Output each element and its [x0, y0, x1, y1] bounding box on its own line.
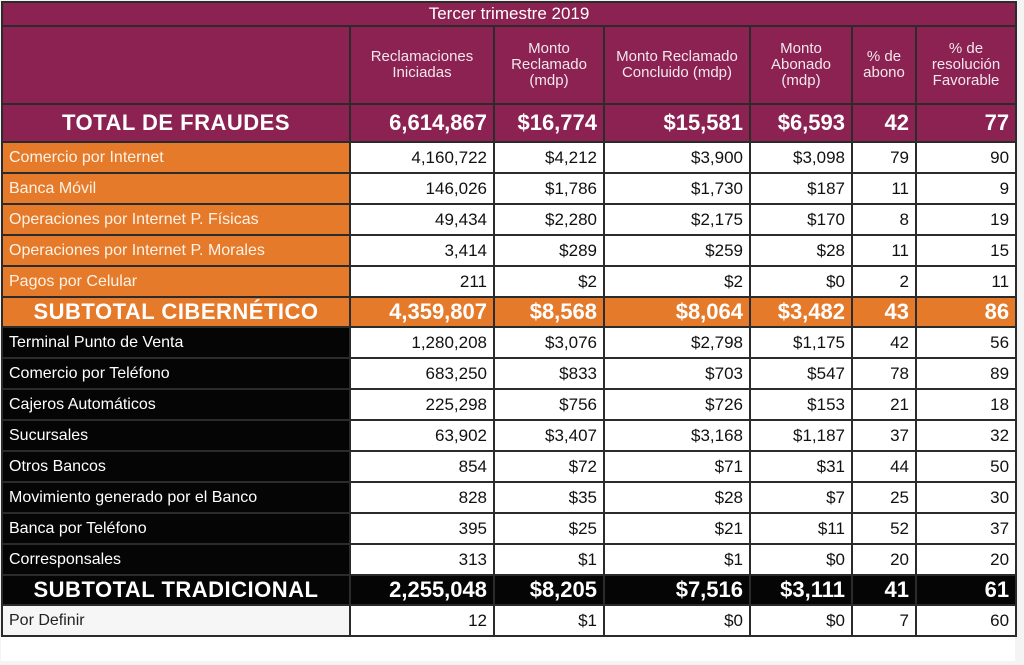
- cell-value: $1,786: [494, 173, 604, 204]
- total-value: $16,774: [494, 104, 604, 142]
- cell-value: 56: [916, 327, 1016, 358]
- cell-value: $2: [494, 266, 604, 297]
- subtotal-value: 43: [852, 297, 916, 327]
- row-label: Comercio por Internet: [2, 142, 350, 173]
- total-value: 77: [916, 104, 1016, 142]
- cell-value: $7: [750, 482, 852, 513]
- table-row: [2, 327, 1016, 358]
- table-row: [2, 544, 1016, 575]
- table-row: [2, 235, 1016, 266]
- cell-value: 32: [916, 420, 1016, 451]
- cell-value: 50: [916, 451, 1016, 482]
- fraud-claims-table: [1, 1, 1017, 637]
- subtotal-value: $8,064: [604, 297, 750, 327]
- cell-value: $1: [494, 605, 604, 636]
- cell-value: $547: [750, 358, 852, 389]
- cell-value: $1: [494, 544, 604, 575]
- table-row: [2, 204, 1016, 235]
- subtotal-label: SUBTOTAL CIBERNÉTICO: [2, 297, 350, 327]
- cell-value: $756: [494, 389, 604, 420]
- subtotal-cibernetico-row: [2, 297, 1016, 327]
- table-row: [2, 389, 1016, 420]
- cell-value: 11: [852, 235, 916, 266]
- cell-value: 8: [852, 204, 916, 235]
- cell-value: 37: [916, 513, 1016, 544]
- cell-value: 11: [916, 266, 1016, 297]
- cell-value: 25: [852, 482, 916, 513]
- row-label: Sucursales: [2, 420, 350, 451]
- cell-value: $28: [750, 235, 852, 266]
- cell-value: $0: [750, 605, 852, 636]
- cell-value: $0: [604, 605, 750, 636]
- cell-value: 60: [916, 605, 1016, 636]
- cell-value: $170: [750, 204, 852, 235]
- cell-value: $3,098: [750, 142, 852, 173]
- cell-value: $2: [604, 266, 750, 297]
- row-label: Banca Móvil: [2, 173, 350, 204]
- cell-value: 11: [852, 173, 916, 204]
- cell-value: $0: [750, 544, 852, 575]
- cell-value: 15: [916, 235, 1016, 266]
- row-label: Terminal Punto de Venta: [2, 327, 350, 358]
- fraud-table-frame: [1, 1, 1015, 661]
- cell-value: 828: [350, 482, 494, 513]
- subtotal-value: 41: [852, 575, 916, 605]
- header-monto-reclamado-concluido: Monto Reclamado Concluido (mdp): [604, 26, 750, 104]
- cell-value: 52: [852, 513, 916, 544]
- cell-value: $703: [604, 358, 750, 389]
- cell-value: 42: [852, 327, 916, 358]
- cell-value: $21: [604, 513, 750, 544]
- cell-value: $833: [494, 358, 604, 389]
- table-row: [2, 266, 1016, 297]
- cell-value: 44: [852, 451, 916, 482]
- cell-value: $187: [750, 173, 852, 204]
- cell-value: 7: [852, 605, 916, 636]
- subtotal-value: $7,516: [604, 575, 750, 605]
- cell-value: $289: [494, 235, 604, 266]
- cell-value: $3,407: [494, 420, 604, 451]
- table-row: [2, 173, 1016, 204]
- row-label: Cajeros Automáticos: [2, 389, 350, 420]
- quarter-title: Tercer trimestre 2019: [2, 2, 1016, 26]
- cell-value: $1,175: [750, 327, 852, 358]
- cell-value: $1: [604, 544, 750, 575]
- quarter-row: [2, 2, 1016, 26]
- cell-value: $3,900: [604, 142, 750, 173]
- total-value: 42: [852, 104, 916, 142]
- cell-value: $31: [750, 451, 852, 482]
- cell-value: 20: [852, 544, 916, 575]
- table-row: [2, 451, 1016, 482]
- column-header-row: [2, 26, 1016, 104]
- header-reclamaciones-iniciadas: Reclamaciones Iniciadas: [350, 26, 494, 104]
- cell-value: 90: [916, 142, 1016, 173]
- cell-value: $72: [494, 451, 604, 482]
- row-label: Banca por Teléfono: [2, 513, 350, 544]
- subtotal-value: $3,482: [750, 297, 852, 327]
- subtotal-value: $8,568: [494, 297, 604, 327]
- cell-value: $25: [494, 513, 604, 544]
- subtotal-label: SUBTOTAL TRADICIONAL: [2, 575, 350, 605]
- cell-value: 9: [916, 173, 1016, 204]
- cell-value: $2,280: [494, 204, 604, 235]
- por-definir-row: [2, 605, 1016, 636]
- cell-value: 21: [852, 389, 916, 420]
- row-label: Corresponsales: [2, 544, 350, 575]
- row-label: Pagos por Celular: [2, 266, 350, 297]
- cell-value: $11: [750, 513, 852, 544]
- cell-value: 146,026: [350, 173, 494, 204]
- subtotal-value: $8,205: [494, 575, 604, 605]
- cell-value: 395: [350, 513, 494, 544]
- table-row: [2, 513, 1016, 544]
- cell-value: $3,168: [604, 420, 750, 451]
- cell-value: 854: [350, 451, 494, 482]
- cell-value: 19: [916, 204, 1016, 235]
- table-row: [2, 358, 1016, 389]
- cell-value: $28: [604, 482, 750, 513]
- cell-value: 79: [852, 142, 916, 173]
- cell-value: 78: [852, 358, 916, 389]
- table-row: [2, 142, 1016, 173]
- table-row: [2, 482, 1016, 513]
- row-label: Movimiento generado por el Banco: [2, 482, 350, 513]
- header-resolucion-favorable: % de resolución Favorable: [916, 26, 1016, 104]
- subtotal-value: $3,111: [750, 575, 852, 605]
- cell-value: 683,250: [350, 358, 494, 389]
- subtotal-value: 86: [916, 297, 1016, 327]
- cell-value: 313: [350, 544, 494, 575]
- row-label: Comercio por Teléfono: [2, 358, 350, 389]
- cell-value: 49,434: [350, 204, 494, 235]
- cell-value: 63,902: [350, 420, 494, 451]
- total-row: [2, 104, 1016, 142]
- cell-value: 4,160,722: [350, 142, 494, 173]
- header-porcentaje-abono: % de abono: [852, 26, 916, 104]
- cell-value: $153: [750, 389, 852, 420]
- cell-value: 30: [916, 482, 1016, 513]
- subtotal-value: 4,359,807: [350, 297, 494, 327]
- cell-value: 225,298: [350, 389, 494, 420]
- header-blank: [2, 26, 350, 104]
- subtotal-tradicional-row: [2, 575, 1016, 605]
- cell-value: 18: [916, 389, 1016, 420]
- cell-value: $4,212: [494, 142, 604, 173]
- total-label: TOTAL DE FRAUDES: [2, 104, 350, 142]
- subtotal-value: 2,255,048: [350, 575, 494, 605]
- total-value: $15,581: [604, 104, 750, 142]
- cell-value: $2,798: [604, 327, 750, 358]
- table-row: [2, 420, 1016, 451]
- cell-value: 20: [916, 544, 1016, 575]
- cell-value: $35: [494, 482, 604, 513]
- cell-value: $2,175: [604, 204, 750, 235]
- cell-value: $3,076: [494, 327, 604, 358]
- cell-value: 37: [852, 420, 916, 451]
- row-label: Operaciones por Internet P. Físicas: [2, 204, 350, 235]
- row-label: Por Definir: [2, 605, 350, 636]
- cell-value: $1,730: [604, 173, 750, 204]
- header-monto-reclamado: Monto Reclamado (mdp): [494, 26, 604, 104]
- header-monto-abonado: Monto Abonado (mdp): [750, 26, 852, 104]
- total-value: $6,593: [750, 104, 852, 142]
- cell-value: 12: [350, 605, 494, 636]
- cell-value: 3,414: [350, 235, 494, 266]
- row-label: Operaciones por Internet P. Morales: [2, 235, 350, 266]
- cell-value: $0: [750, 266, 852, 297]
- cell-value: $71: [604, 451, 750, 482]
- cell-value: 2: [852, 266, 916, 297]
- cell-value: $726: [604, 389, 750, 420]
- total-value: 6,614,867: [350, 104, 494, 142]
- cell-value: $1,187: [750, 420, 852, 451]
- cell-value: 1,280,208: [350, 327, 494, 358]
- cell-value: 89: [916, 358, 1016, 389]
- cell-value: 211: [350, 266, 494, 297]
- subtotal-value: 61: [916, 575, 1016, 605]
- cell-value: $259: [604, 235, 750, 266]
- row-label: Otros Bancos: [2, 451, 350, 482]
